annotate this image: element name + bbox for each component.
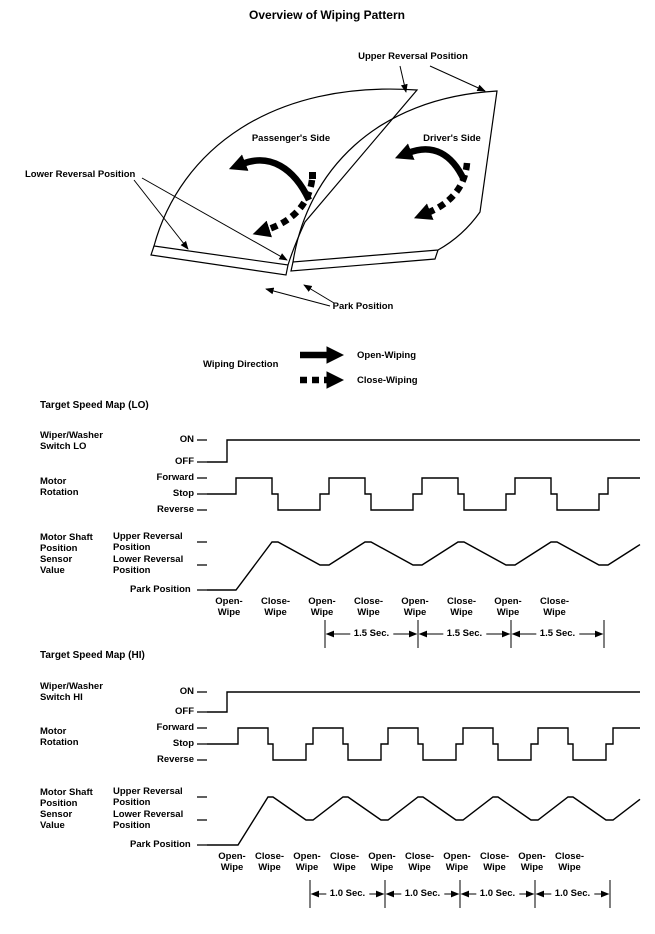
hi-phase-label-close-line: Wipe [558, 862, 581, 873]
hi-phase-label-open-line: Wipe [445, 862, 469, 873]
lo-phase-label-open-line: Wipe [496, 607, 520, 618]
passenger-side-label: Passenger's Side [251, 133, 331, 144]
lo-phase-label-open-line: Open- [494, 596, 522, 607]
lo-phase-label-close [447, 596, 476, 618]
lo-phase-label-close-line: Close- [260, 596, 291, 607]
hi-phase-label-open-line: Open- [443, 851, 471, 862]
hi-level-upper-line1: Upper Reversal [113, 786, 183, 797]
hi-sensor-waveform [207, 797, 640, 845]
hi-period-label-line: 1.0 Sec. [329, 888, 366, 899]
lo-period-label [350, 628, 393, 639]
lo-level-ticks [197, 440, 207, 590]
lo-period-label [536, 628, 579, 639]
open-wiping-arrow-driver [408, 149, 464, 180]
hi-period-label-line: 1.0 Sec. [404, 888, 441, 899]
hi-period-label [326, 888, 369, 899]
hi-phase-label-close-line: Wipe [333, 862, 356, 873]
lo-phase-label-open [401, 596, 428, 618]
hi-switch-row-label-line2: Switch HI [40, 692, 83, 703]
lo-phase-label-open-line: Wipe [310, 607, 334, 618]
hi-switch-row-label-line1: Wiper/Washer [40, 681, 103, 692]
lo-switch-row-label-line1: Wiper/Washer [40, 430, 103, 441]
lo-switch-waveform [207, 440, 640, 462]
hi-phase-label-open-line: Wipe [295, 862, 319, 873]
upper-reversal-position-label: Upper Reversal Position [358, 51, 468, 62]
hi-phase-label-close-line: Close- [254, 851, 285, 862]
lo-phase-label-open [215, 596, 242, 618]
hi-phase-label-close-line: Wipe [408, 862, 431, 873]
hi-phase-label-open-line: Open- [218, 851, 246, 862]
hi-phase-label-close [480, 851, 509, 873]
hi-phase-label-open [518, 851, 545, 873]
hi-motor-row-label-line2: Rotation [40, 737, 79, 748]
open-wiping-label: Open-Wiping [357, 350, 417, 361]
hi-phase-label-open-line: Wipe [520, 862, 544, 873]
lo-phase-label-open-line: Wipe [403, 607, 427, 618]
lo-level-off: OFF [175, 456, 194, 467]
hi-phase-label-close-line: Close- [554, 851, 585, 862]
hi-period-label-line: 1.0 Sec. [479, 888, 516, 899]
hi-phase-label-open-line: Open- [293, 851, 321, 862]
hi-phase-label-open-line: Open- [518, 851, 546, 862]
windshield-diagram [134, 66, 497, 306]
lo-level-lower-line1: Lower Reversal [113, 554, 184, 565]
lo-period-label-line: 1.5 Sec. [353, 628, 390, 639]
lo-level-on: ON [179, 434, 194, 445]
lo-sensor-row-label-line3: Sensor [40, 554, 73, 565]
hi-motor-row-label-line1: Motor [40, 726, 67, 737]
hi-sensor-row-label-line1: Motor Shaft [40, 787, 93, 798]
lo-switch-row-label-line2: Switch LO [40, 441, 87, 452]
lo-sensor-row-label-line2: Position [40, 543, 78, 554]
lo-level-park: Park Position [130, 584, 191, 595]
wiping-direction-label: Wiping Direction [203, 359, 279, 370]
passenger-wipe-area [154, 89, 417, 265]
hi-level-ticks [197, 692, 207, 845]
lo-level-reverse: Reverse [157, 504, 194, 515]
driver-side-label: Driver's Side [423, 133, 481, 144]
hi-level-on: ON [179, 686, 194, 697]
lo-phase-label-close-line: Close- [539, 596, 570, 607]
hi-sensor-row-label-line3: Sensor [40, 809, 73, 820]
lo-phase-label-open-line: Open- [215, 596, 243, 607]
lo-phase-label-close-line: Wipe [543, 607, 566, 618]
hi-level-reverse: Reverse [157, 754, 194, 765]
lo-phase-label-close [261, 596, 290, 618]
lo-level-forward: Forward [156, 472, 194, 483]
lo-level-lower-line2: Position [113, 565, 151, 576]
hi-period-label-line: 1.0 Sec. [554, 888, 591, 899]
hi-phase-label-open [293, 851, 320, 873]
lo-sensor-row-label-line1: Motor Shaft [40, 532, 93, 543]
lower-reversal-leader-passenger [134, 180, 188, 249]
lo-phase-label-open-line: Open- [401, 596, 429, 607]
hi-phase-label-open-line: Open- [368, 851, 396, 862]
lo-phase-label-close-line: Close- [353, 596, 384, 607]
hi-level-stop: Stop [172, 738, 194, 749]
hi-phase-label-open [368, 851, 395, 873]
lo-phase-label-open [308, 596, 335, 618]
upper-reversal-leader-driver [430, 66, 485, 91]
lo-phase-label-close-line: Wipe [357, 607, 380, 618]
hi-map-title: Target Speed Map (HI) [40, 650, 145, 661]
hi-sensor-row-label-line2: Position [40, 798, 78, 809]
hi-level-forward: Forward [156, 722, 194, 733]
lo-phase-label-close [354, 596, 383, 618]
hi-switch-waveform [207, 692, 640, 712]
lo-motor-row-label-line2: Rotation [40, 487, 79, 498]
open-wiping-arrow-passenger [242, 160, 309, 200]
hi-phase-label-open [443, 851, 470, 873]
hi-phase-label-close-line: Close- [404, 851, 435, 862]
hi-period-label [476, 888, 519, 899]
hi-phase-label-close [555, 851, 584, 873]
lo-period-label-line: 1.5 Sec. [539, 628, 576, 639]
lo-map-title: Target Speed Map (LO) [40, 400, 149, 411]
lo-phase-label-open-line: Wipe [217, 607, 241, 618]
park-position-label: Park Position [332, 301, 394, 312]
hi-phase-label-close [405, 851, 434, 873]
hi-phase-label-open-line: Wipe [220, 862, 244, 873]
hi-level-park: Park Position [130, 839, 191, 850]
page-title: Overview of Wiping Pattern [249, 8, 405, 22]
hi-phase-label-open-line: Wipe [370, 862, 394, 873]
close-wiping-label: Close-Wiping [357, 375, 418, 386]
lo-period-label-line: 1.5 Sec. [446, 628, 483, 639]
lower-reversal-position-label: Lower Reversal Position [25, 169, 136, 180]
lo-level-stop: Stop [172, 488, 194, 499]
lo-level-upper-line2: Position [113, 542, 151, 553]
hi-level-off: OFF [175, 706, 194, 717]
lo-level-upper-line1: Upper Reversal [113, 531, 183, 542]
hi-motor-waveform [207, 728, 640, 760]
passenger-park-band [151, 246, 288, 275]
hi-phase-label-close [255, 851, 284, 873]
hi-sensor-row-label-line4: Value [40, 820, 65, 831]
lo-phase-label-close-line: Close- [446, 596, 477, 607]
hi-phase-label-close-line: Close- [329, 851, 360, 862]
lo-phase-label-close-line: Wipe [450, 607, 473, 618]
hi-phase-label-open [218, 851, 245, 873]
park-leader-passenger [266, 289, 330, 306]
blade-overlap-marker [309, 172, 316, 179]
lo-phase-label-close [540, 596, 569, 618]
hi-level-upper-line2: Position [113, 797, 151, 808]
lo-phase-label-close-line: Wipe [264, 607, 287, 618]
hi-phase-label-close-line: Close- [479, 851, 510, 862]
upper-reversal-leader-passenger [400, 66, 406, 92]
wiping-direction-legend [300, 355, 330, 380]
hi-phase-label-close [330, 851, 359, 873]
hi-level-lower-line1: Lower Reversal [113, 809, 184, 820]
lo-motor-row-label-line1: Motor [40, 476, 67, 487]
lo-motor-waveform [207, 478, 640, 510]
hi-period-label [401, 888, 444, 899]
lo-sensor-waveform [207, 542, 640, 590]
hi-level-lower-line2: Position [113, 820, 151, 831]
hi-period-label [551, 888, 594, 899]
hi-phase-label-close-line: Wipe [483, 862, 506, 873]
hi-phase-label-close-line: Wipe [258, 862, 281, 873]
lo-period-label [443, 628, 486, 639]
lo-phase-label-open-line: Open- [308, 596, 336, 607]
lo-sensor-row-label-line4: Value [40, 565, 65, 576]
lo-phase-label-open [494, 596, 521, 618]
